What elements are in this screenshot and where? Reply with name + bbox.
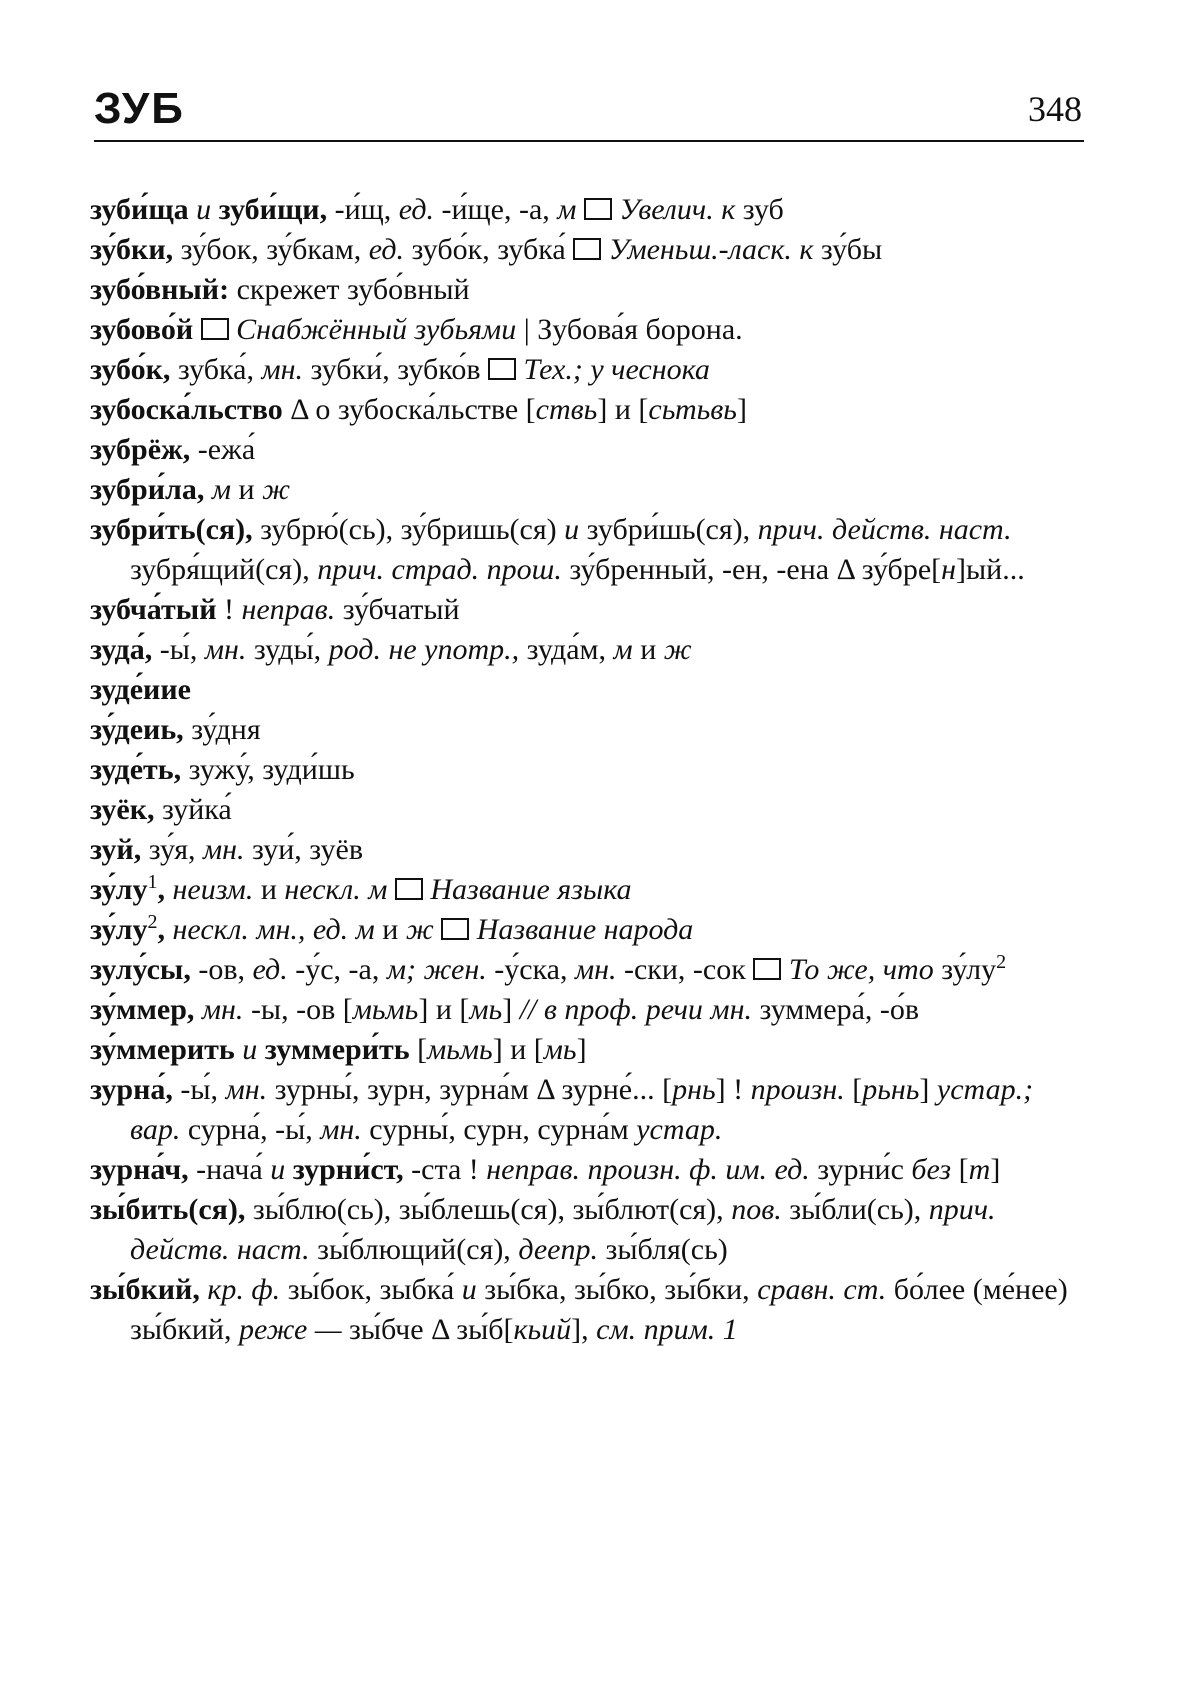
headword: зубрёж, [90, 433, 191, 466]
grammar-note: мн. [194, 993, 244, 1026]
headword: зу́ммерить [90, 1033, 235, 1066]
entry-text: зуб [735, 193, 784, 226]
grammar-note: деепр. [518, 1233, 598, 1266]
dictionary-entry [90, 1190, 1088, 1270]
dictionary-entry [90, 870, 1088, 910]
grammar-note: кр. ф. [199, 1273, 281, 1306]
grammar-note: т [968, 1153, 991, 1186]
headword: зубри́ть(ся), [90, 513, 253, 546]
grammar-note: м [613, 633, 633, 666]
entry-text: ] и [ [597, 393, 649, 426]
entry-text: зы́блющий(ся), [309, 1233, 519, 1266]
headword: зуй, [90, 833, 142, 866]
entry-text: зуда́м, [519, 633, 614, 666]
grammar-note: и [461, 1273, 477, 1306]
entry-text: зубрю́(сь), зу́бришь(ся) [252, 513, 565, 546]
grammar-note: рнь [672, 1073, 716, 1106]
dictionary-entry [90, 710, 1088, 750]
entry-text: зуи́, зуёв [244, 833, 364, 866]
grammar-note: м; жен. [386, 953, 487, 986]
entry-text: [ [409, 1033, 428, 1066]
dictionary-entry [90, 590, 1088, 630]
headword: зуде́иие [90, 673, 191, 706]
grammar-note: мн. [203, 833, 245, 866]
entry-text: -у́с, -а, [287, 953, 387, 986]
dictionary-entry [90, 1150, 1088, 1190]
dictionary-entry [90, 510, 1088, 590]
grammar-note: прич. действ. наст. [130, 1193, 1004, 1266]
entry-text: зурни́с [809, 1153, 912, 1186]
entry-text: зубри́шь(ся), [579, 513, 758, 546]
headword: зубово́й [90, 313, 201, 346]
entry-text: зубка́, [170, 353, 262, 386]
grammar-note: прич. страд. прош. [317, 553, 562, 586]
headword: зубча́тый [90, 593, 217, 626]
dictionary-entry [90, 750, 1088, 790]
dictionary-entry [90, 950, 1088, 990]
entry-text: зы́бче Δ зы́б[ [341, 1313, 514, 1346]
running-headword: ЗУБ [94, 84, 185, 133]
grammar-note: см. прим. 1 [596, 1313, 738, 1346]
entry-text: ] [919, 1073, 937, 1106]
dictionary-entry [90, 1070, 1088, 1150]
grammar-note: пов. [731, 1193, 782, 1226]
grammar-note: // в проф. речи мн. [519, 993, 752, 1026]
entry-text: Δ о зубоска́льстве [ [282, 393, 536, 426]
definition-box-icon [584, 198, 612, 220]
definition-box-icon [441, 918, 469, 940]
headword: зуби́ща [90, 193, 189, 226]
headword: зубо́вный: [90, 273, 230, 306]
grammar-note: ж [663, 633, 692, 666]
entry-text: -ов, [190, 953, 253, 986]
grammar-note: мь [469, 993, 503, 1026]
headword: зы́бкий, [90, 1273, 200, 1306]
entry-text: -у́ска, [486, 953, 575, 986]
headword: зуммери́ть [264, 1033, 410, 1066]
dictionary-entry [90, 430, 1088, 470]
grammar-note: мн. [261, 353, 303, 386]
grammar-note: ед. [368, 233, 405, 266]
entry-text: зужу́, зуди́шь [181, 753, 355, 786]
dictionary-entry [90, 790, 1088, 830]
headword: зуёк, [90, 793, 155, 826]
entry-text: зу́бчатый [335, 593, 460, 626]
homonym-index: 2 [996, 951, 1007, 973]
grammar-note: мн. [204, 633, 247, 666]
grammar-note: Уменьш.-ласк. к [601, 233, 814, 266]
grammar-note: мьмь [427, 1033, 493, 1066]
dictionary-entry [90, 190, 1088, 230]
headword: зы́бить(ся), [90, 1193, 246, 1226]
headword: зу́лу [90, 913, 148, 946]
headword: зуде́ть, [90, 753, 182, 786]
entry-text: -ежа́ [190, 433, 256, 466]
entry-text: зы́бли(сь), [781, 1193, 929, 1226]
entry-text: зы́блю(сь), зы́блешь(ся), зы́блют(ся), [245, 1193, 732, 1226]
grammar-note: м [557, 193, 584, 226]
grammar-note: нескл. мн., ед. м [165, 913, 375, 946]
entry-text: [ [844, 1073, 863, 1106]
grammar-note: Снабжённый зубьями [228, 313, 517, 346]
dictionary-entry [90, 350, 1088, 390]
entry-text: ]ый... [956, 553, 1025, 586]
grammar-note: сравн. ст. [757, 1273, 887, 1306]
grammar-note: и [564, 513, 580, 546]
entry-text: -ста ! [403, 1153, 487, 1186]
grammar-note: Тех.; у чеснока [516, 353, 710, 386]
headword: , [157, 873, 166, 906]
entry-text: -ски, -сок [616, 953, 754, 986]
entry-text: бо́лее (ме́нее) зы́бкий, [130, 1273, 1076, 1346]
grammar-note: произн. [750, 1073, 845, 1106]
entry-text: сурна́, -ы́, [180, 1113, 321, 1146]
grammar-note: То же, что [781, 953, 934, 986]
dictionary-entry [90, 310, 1088, 350]
entry-text: -нача́ [188, 1153, 271, 1186]
grammar-note: неизм. [165, 873, 254, 906]
grammar-note: мн. [320, 1113, 362, 1146]
grammar-note: без [911, 1153, 952, 1186]
entry-text: -ы́, [172, 1073, 226, 1106]
grammar-note: род. не употр., [328, 633, 520, 666]
grammar-note: ствь [535, 393, 598, 426]
grammar-note: ж [405, 913, 442, 946]
dictionary-entry [90, 910, 1088, 950]
grammar-note: Название народа [469, 913, 694, 946]
dictionary-entry [90, 230, 1088, 270]
grammar-note: и [188, 193, 219, 226]
entry-text: ] и [ [492, 1033, 544, 1066]
grammar-note: неправ. [241, 593, 336, 626]
grammar-note: мьмь [352, 993, 419, 1026]
entry-text: ], [571, 1313, 597, 1346]
entry-text: зу́бок, зу́бкам, [173, 233, 369, 266]
headword: зубо́к, [90, 353, 171, 386]
dictionary-entry [90, 830, 1088, 870]
grammar-note: устар.; вар. [130, 1073, 1041, 1146]
homonym-index: 2 [147, 911, 158, 933]
grammar-note: ед. [252, 953, 288, 986]
grammar-note: н [941, 553, 957, 586]
grammar-note: и [270, 1153, 286, 1186]
entry-text: | Зубова́я борона. [516, 313, 743, 346]
entry-text: зубря́щий(ся), [130, 513, 1020, 586]
headword: зу́лу [90, 873, 148, 906]
entry-text: скрежет зубо́вный [229, 273, 470, 306]
headword: зу́ммер, [90, 993, 195, 1026]
entry-text: зы́бка, зы́бко, зы́бки, [476, 1273, 758, 1306]
entry-text: и [253, 873, 285, 906]
grammar-note: мь [543, 1033, 577, 1066]
running-header [94, 78, 1084, 142]
headword: зуби́щи, [218, 193, 328, 226]
dictionary-entry [90, 1030, 1088, 1070]
headword: зу́бки, [90, 233, 174, 266]
entry-text: -ы, -ов [ [243, 993, 353, 1026]
dictionary-entry [90, 990, 1088, 1030]
grammar-note: рьнь [862, 1073, 920, 1106]
dictionary-entry [90, 1270, 1088, 1350]
dictionary-entry [90, 630, 1088, 670]
headword: зубоска́льство [90, 393, 283, 426]
entry-text: зы́бля(сь) [598, 1233, 728, 1266]
page-number: 348 [1028, 89, 1082, 129]
definition-box-icon [395, 878, 423, 900]
entry-text: ] [736, 393, 747, 426]
grammar-note: кьий [513, 1313, 572, 1346]
entry-text: зурны́, зурн, зурна́м Δ зурне́... [ [267, 1073, 673, 1106]
entry-text: ! [216, 593, 242, 626]
dictionary-entry [90, 270, 1088, 310]
entry-text: и [374, 913, 406, 946]
headword: зубри́ла, [90, 473, 205, 506]
entry-text: зу́лу [933, 953, 997, 986]
entry-text: сурны́, сурн, сурна́м [361, 1113, 637, 1146]
homonym-index: 1 [147, 871, 158, 893]
entry-text: зы́бок, зыбка́ [280, 1273, 462, 1306]
headword: зулу́сы, [90, 953, 191, 986]
dictionary-entry [90, 390, 1088, 430]
entry-text: и [231, 473, 263, 506]
headword: зурна́ч, [90, 1153, 189, 1186]
entry-text: зубки́, зубко́в [302, 353, 489, 386]
entry-text: ] ! [715, 1073, 751, 1106]
entry-text: зуммера́, -о́в [751, 993, 920, 1026]
definition-box-icon [488, 358, 516, 380]
entry-text: зуды́, [246, 633, 329, 666]
grammar-note: реже — [238, 1313, 342, 1346]
dictionary-entry [90, 670, 1088, 710]
entry-text: зуйка́ [154, 793, 232, 826]
grammar-note: Название языка [422, 873, 632, 906]
headword: зурна́, [90, 1073, 173, 1106]
entry-text: зу́бы [813, 233, 883, 266]
definition-box-icon [201, 318, 229, 340]
grammar-note: Увелич. к [611, 193, 736, 226]
entry-text: ] [990, 1153, 1001, 1186]
grammar-note: м [204, 473, 231, 506]
grammar-note: прич. действ. наст. [757, 513, 1012, 546]
entry-text: -и́щ, [327, 193, 399, 226]
grammar-note: неправ. произн. ф. им. ед. [486, 1153, 810, 1186]
grammar-note: устар. [636, 1113, 723, 1146]
entry-text: -и́ще, -а, [434, 193, 558, 226]
entry-text: [ [951, 1153, 969, 1186]
grammar-note: ж [262, 473, 290, 506]
definition-box-icon [573, 238, 601, 260]
entry-text: ] [576, 1033, 587, 1066]
grammar-note: сьтьвь [648, 393, 737, 426]
headword: зурни́ст, [285, 1153, 404, 1186]
headword: , [157, 913, 166, 946]
grammar-note: и [234, 1033, 265, 1066]
entry-text: и [632, 633, 664, 666]
grammar-note: ед. [398, 193, 434, 226]
entry-text: ] [502, 993, 520, 1026]
definition-box-icon [753, 958, 781, 980]
entry-text: зу́я, [141, 833, 203, 866]
entry-text: зу́бренный, -ен, -ена Δ зу́бре[ [561, 553, 942, 586]
headword: зуда́, [90, 633, 153, 666]
grammar-note: мн. [225, 1073, 268, 1106]
entry-text: ] и [ [418, 993, 470, 1026]
grammar-note: нескл. м [284, 873, 395, 906]
entry-text: зу́дня [183, 713, 261, 746]
dictionary-entry [90, 470, 1088, 510]
grammar-note: мн. [574, 953, 617, 986]
entry-text: зубо́к, зубка́ [404, 233, 574, 266]
entry-text: -ы́, [152, 633, 205, 666]
headword: зу́деиь, [90, 713, 184, 746]
entry-list [90, 190, 1088, 1350]
